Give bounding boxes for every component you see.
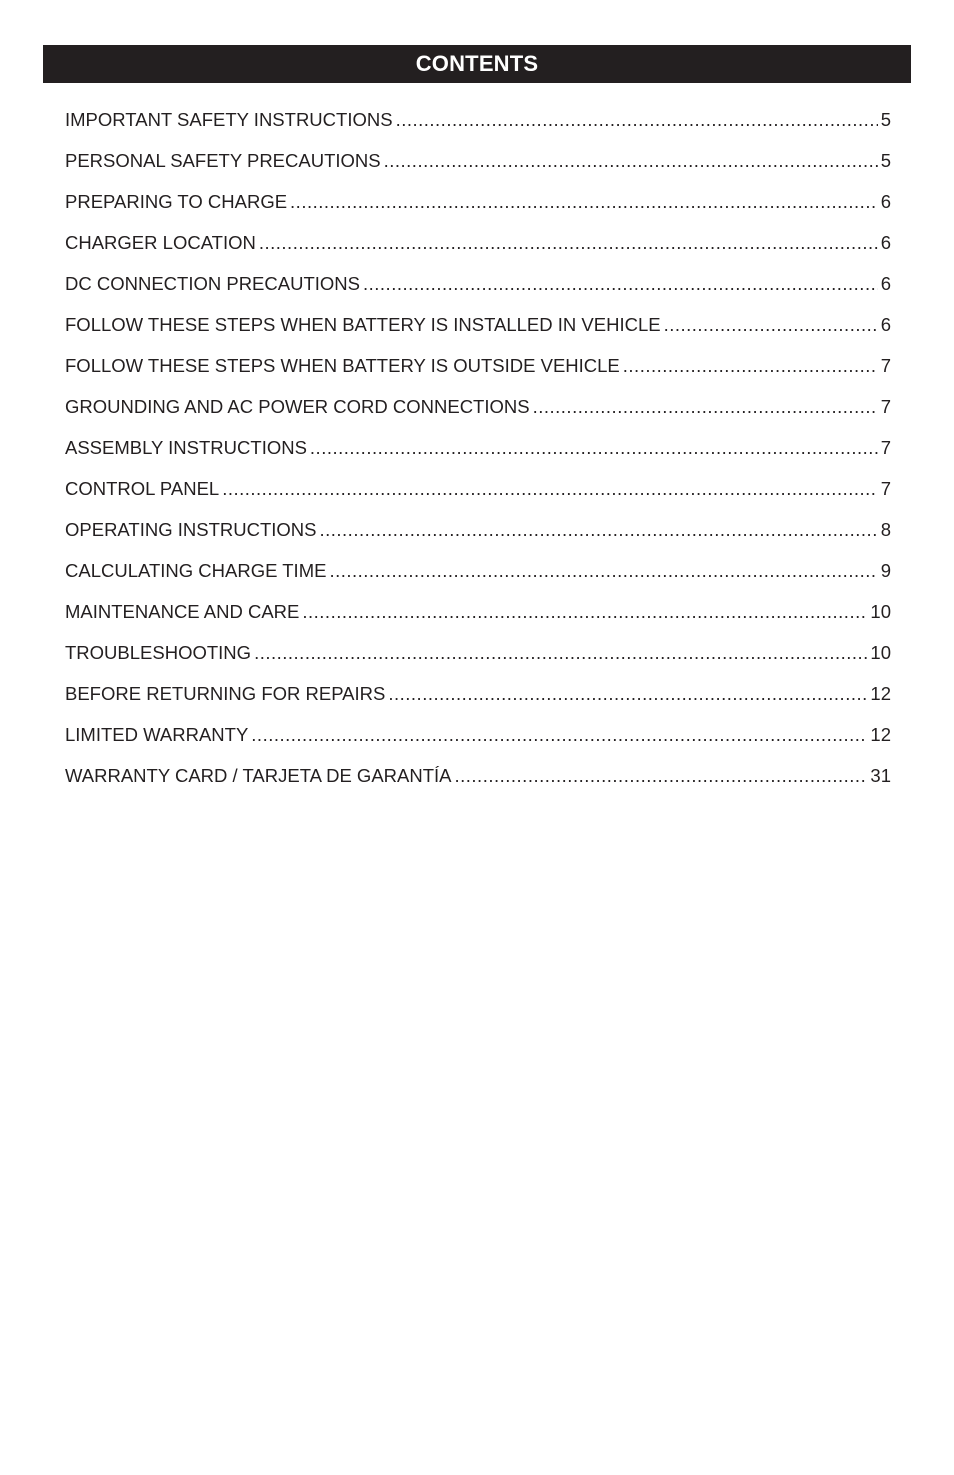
- toc-entry-label: WARRANTY CARD / TARJETA DE GARANTÍA: [65, 765, 452, 786]
- toc-entry[interactable]: [65, 518, 891, 559]
- toc-entry-label: PERSONAL SAFETY PRECAUTIONS: [65, 150, 381, 171]
- toc-entry-page: 5: [880, 150, 891, 171]
- toc-entry-label: FOLLOW THESE STEPS WHEN BATTERY IS INSTALLED IN VEHICLE: [65, 314, 661, 335]
- toc-entry-page: 8: [880, 519, 891, 540]
- toc-entry[interactable]: [65, 600, 891, 641]
- toc-dot-leader: [388, 682, 867, 706]
- toc-entry-label: GROUNDING AND AC POWER CORD CONNECTIONS: [65, 396, 530, 417]
- toc-entry-page: 7: [880, 396, 891, 417]
- toc-entry-label: BEFORE RETURNING FOR REPAIRS: [65, 683, 386, 704]
- toc-entry-page: 6: [880, 191, 891, 212]
- toc-entry[interactable]: [65, 436, 891, 477]
- toc-entry-page: 31: [870, 765, 891, 786]
- toc-dot-leader: [363, 272, 878, 296]
- toc-entry[interactable]: [65, 641, 891, 682]
- toc-dot-leader: [259, 231, 878, 255]
- toc-dot-leader: [251, 723, 867, 747]
- table-of-contents: [65, 108, 891, 805]
- toc-entry-page: 12: [870, 683, 891, 704]
- toc-dot-leader: [455, 764, 868, 788]
- toc-dot-leader: [623, 354, 878, 378]
- toc-entry[interactable]: [65, 190, 891, 231]
- toc-entry-page: 6: [880, 314, 891, 335]
- toc-dot-leader: [664, 313, 878, 337]
- contents-header-bar: [43, 45, 911, 83]
- toc-entry-page: 6: [880, 232, 891, 253]
- toc-entry-label: CHARGER LOCATION: [65, 232, 256, 253]
- toc-entry[interactable]: [65, 395, 891, 436]
- toc-entry[interactable]: [65, 231, 891, 272]
- toc-dot-leader: [329, 559, 877, 583]
- toc-entry[interactable]: [65, 272, 891, 313]
- toc-dot-leader: [254, 641, 867, 665]
- toc-dot-leader: [310, 436, 878, 460]
- toc-entry[interactable]: [65, 108, 891, 149]
- toc-entry-label: LIMITED WARRANTY: [65, 724, 249, 745]
- toc-entry-page: 5: [880, 109, 891, 130]
- toc-entry-label: FOLLOW THESE STEPS WHEN BATTERY IS OUTSIDE VEHICLE: [65, 355, 620, 376]
- page-title: CONTENTS: [415, 51, 539, 76]
- toc-entry-page: 10: [870, 642, 891, 663]
- toc-entry-label: CALCULATING CHARGE TIME: [65, 560, 327, 581]
- toc-entry-label: OPERATING INSTRUCTIONS: [65, 519, 317, 540]
- toc-entry[interactable]: [65, 682, 891, 723]
- toc-entry-label: TROUBLESHOOTING: [65, 642, 252, 663]
- toc-dot-leader: [222, 477, 878, 501]
- toc-entry-page: 9: [880, 560, 891, 581]
- toc-entry[interactable]: [65, 313, 891, 354]
- toc-entry-label: ASSEMBLY INSTRUCTIONS: [65, 437, 307, 458]
- toc-entry-label: CONTROL PANEL: [65, 478, 220, 499]
- toc-entry-page: 7: [880, 355, 891, 376]
- toc-entry[interactable]: [65, 764, 891, 805]
- toc-entry-page: 7: [880, 437, 891, 458]
- toc-dot-leader: [290, 190, 878, 214]
- toc-entry[interactable]: [65, 723, 891, 764]
- toc-dot-leader: [319, 518, 877, 542]
- toc-entry[interactable]: [65, 354, 891, 395]
- toc-entry-page: 6: [880, 273, 891, 294]
- toc-entry-label: DC CONNECTION PRECAUTIONS: [65, 273, 360, 294]
- toc-entry[interactable]: [65, 149, 891, 190]
- toc-entry-label: MAINTENANCE AND CARE: [65, 601, 300, 622]
- toc-entry[interactable]: [65, 559, 891, 600]
- toc-entry-label: PREPARING TO CHARGE: [65, 191, 288, 212]
- toc-entry[interactable]: [65, 477, 891, 518]
- toc-dot-leader: [533, 395, 878, 419]
- toc-dot-leader: [384, 149, 878, 173]
- toc-entry-page: 12: [870, 724, 891, 745]
- toc-entry-label: IMPORTANT SAFETY INSTRUCTIONS: [65, 109, 393, 130]
- toc-entry-page: 10: [870, 601, 891, 622]
- toc-entry-page: 7: [880, 478, 891, 499]
- toc-dot-leader: [396, 108, 878, 132]
- toc-dot-leader: [302, 600, 867, 624]
